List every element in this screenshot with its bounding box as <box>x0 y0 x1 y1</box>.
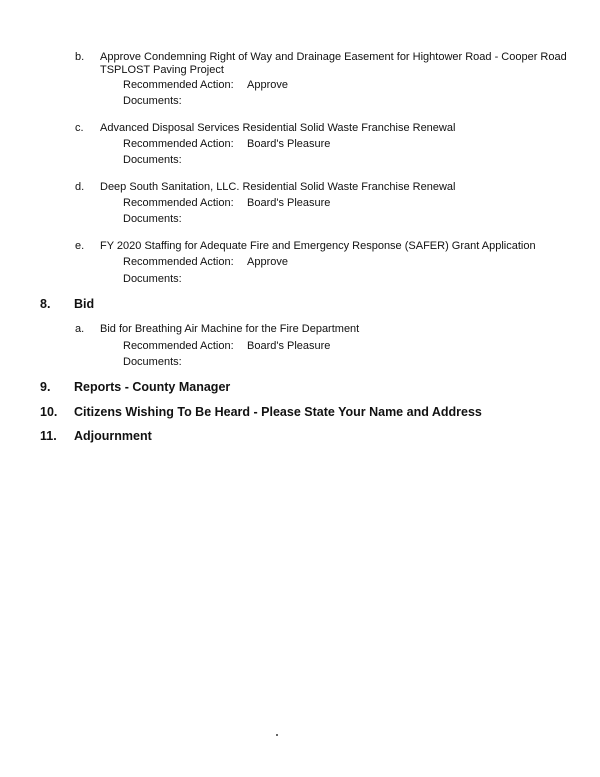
recommended-action-label: Recommended Action: <box>123 138 234 150</box>
item-letter: d. <box>75 181 85 193</box>
documents-label: Documents: <box>123 273 182 285</box>
section-title: Adjournment <box>74 429 152 443</box>
recommended-action-value: Board's Pleasure <box>247 197 331 209</box>
item-letter: c. <box>75 122 84 134</box>
documents-label: Documents: <box>123 95 182 107</box>
section-number: 9. <box>40 380 51 394</box>
item-title: Deep South Sanitation, LLC. Residential Solid Waste Franchise Renewal <box>100 181 456 193</box>
recommended-action-value: Approve <box>247 256 288 268</box>
item-letter: b. <box>75 51 85 63</box>
recommended-action-value: Board's Pleasure <box>247 138 331 150</box>
item-letter: a. <box>75 323 85 335</box>
recommended-action-value: Board's Pleasure <box>247 340 331 352</box>
recommended-action-value: Approve <box>247 79 288 91</box>
item-title: Advanced Disposal Services Residential Solid Waste Franchise Renewal <box>100 122 456 134</box>
documents-label: Documents: <box>123 356 182 368</box>
section-number: 8. <box>40 297 51 311</box>
section-number: 11. <box>40 429 57 443</box>
item-title-continued: TSPLOST Paving Project <box>100 64 224 76</box>
item-title: Bid for Breathing Air Machine for the Fire Department <box>100 323 360 335</box>
section-title: Reports - County Manager <box>74 380 231 394</box>
recommended-action-label: Recommended Action: <box>123 79 234 91</box>
documents-label: Documents: <box>123 154 182 166</box>
documents-label: Documents: <box>123 213 182 225</box>
recommended-action-label: Recommended Action: <box>123 197 234 209</box>
item-letter: e. <box>75 240 85 252</box>
item-title: FY 2020 Staffing for Adequate Fire and Emergency Response (SAFER) Grant Application <box>100 240 536 252</box>
recommended-action-label: Recommended Action: <box>123 256 234 268</box>
item-title: Approve Condemning Right of Way and Drainage Easement for Hightower Road - Cooper Road <box>100 51 567 63</box>
section-number: 10. <box>40 405 58 419</box>
recommended-action-label: Recommended Action: <box>123 340 234 352</box>
section-title: Citizens Wishing To Be Heard - Please State Your Name and Address <box>74 405 482 419</box>
section-title: Bid <box>74 297 95 311</box>
scan-mark <box>276 734 278 736</box>
